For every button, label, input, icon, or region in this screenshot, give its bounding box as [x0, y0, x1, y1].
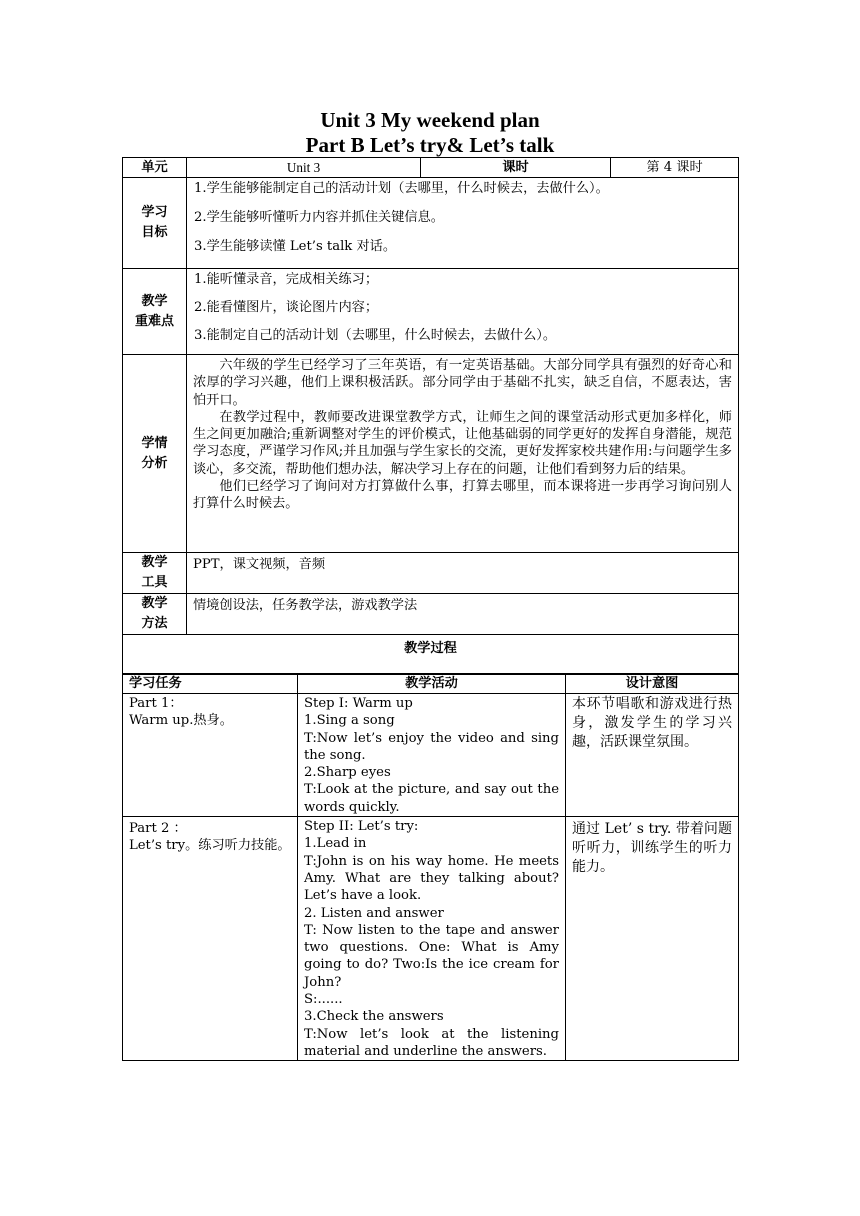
tools-content: [187, 553, 739, 594]
activity-line: T:Now let’s look at the listening material and underline the answers.: [304, 1026, 559, 1059]
intent-cell: [566, 694, 739, 817]
objective-item: 1.学生能够能制定自己的活动计划（去哪里，什么时候去，去做什么）。: [194, 181, 609, 196]
analysis-paragraph: 六年级的学生已经学习了三年英语，有一定英语基础。大部分同学具有强烈的好奇心和浓厚的学习兴趣，他们上课积极活跃。部分同学由于基础不扎实，缺乏自信，不愿表达，害怕开口。: [193, 358, 732, 408]
activity-line: S:......: [304, 992, 343, 1008]
activity-line: T:Look at the picture, and say out the words quickly.: [304, 782, 559, 815]
key-points-label: 教学 重难点: [123, 269, 187, 355]
tools-value: PPT，课文视频，音频: [193, 557, 326, 572]
objectives-label: 学习 目标: [123, 178, 187, 269]
key-points-content: [187, 269, 739, 355]
lesson-info-table: [122, 157, 739, 675]
activity-line: 2.Sharp eyes: [304, 765, 391, 781]
methods-value: 情境创设法，任务教学法，游戏教学法: [193, 598, 418, 613]
methods-label: 教学 方法: [123, 594, 187, 635]
period-value: 第 4 课时: [611, 158, 739, 178]
process-table: [122, 673, 739, 1061]
activity-line: T:John is on his way home. He meets Amy. What are they talking about? Let’s have a look.: [304, 853, 559, 904]
task-line: Part 1：: [129, 696, 183, 711]
intent-text: 通过 Let’ s try. 带着问题听听力，训练学生的听力能力。: [572, 821, 732, 876]
activity-line: 1.Lead in: [304, 836, 367, 852]
process-header-task: 学习任务: [123, 674, 298, 694]
tools-label: 教学 工具: [123, 553, 187, 594]
process-header-activity: 教学活动: [298, 674, 566, 694]
key-point-item: 3.能制定自己的活动计划（去哪里，什么时候去，去做什么）。: [194, 328, 557, 343]
task-line: Warm up.热身。: [129, 713, 233, 729]
task-cell: [123, 694, 298, 817]
key-point-item: 1.能听懂录音，完成相关练习；: [194, 272, 379, 287]
activity-cell: [298, 694, 566, 817]
task-line: Let’s try。练习听力技能。: [129, 838, 291, 854]
activity-line: 1.Sing a song: [304, 713, 395, 729]
task-line: Part 2 ：: [129, 821, 187, 837]
analysis-paragraph: 在教学过程中，教师要改进课堂教学方式，让师生之间的课堂活动形式更加多样化，师生之间更加融洽;重新调整对学生的评价模式，让他基础弱的同学更好的发挥自身潜能，规范学习态度，严谨学习作风;并且加强与学生家长的交流，更好发挥家校共建作用:与问题学生多谈心，多交流，帮助他们想办法，解决学习上存在的问题，让他们看到努力后的结果。: [193, 409, 732, 477]
key-point-item: 2.能看懂图片，谈论图片内容；: [194, 300, 379, 315]
document-title: Unit 3 My weekend plan: [320, 108, 540, 132]
activity-line: T: Now listen to the tape and answer two questions. One: What is Amy going to do? Two:Is the ice cream for John?: [304, 922, 559, 990]
intent-cell: [566, 817, 739, 1061]
objectives-content: [187, 178, 739, 269]
methods-content: [187, 594, 739, 635]
analysis-paragraph: 他们已经学习了询问对方打算做什么事，打算去哪里，而本课将进一步再学习询问别人打算什么时候去。: [193, 479, 732, 512]
unit-value: Unit 3: [187, 158, 421, 178]
period-label: 课时: [421, 158, 611, 178]
document-subtitle: Part B Let’s try& Let’s talk: [305, 133, 555, 157]
table-row: [123, 817, 739, 1061]
table-row: [123, 694, 739, 817]
task-cell: [123, 817, 298, 1061]
activity-line: Step II: Let’s try:: [304, 819, 419, 835]
objective-item: 3.学生能够读懂 Let’s talk 对话。: [194, 239, 397, 254]
activity-line: 2. Listen and answer: [304, 905, 444, 921]
process-title: 教学过程: [123, 635, 739, 675]
activity-line: T:Now let’s enjoy the video and sing the song.: [304, 730, 559, 763]
activity-cell: [298, 817, 566, 1061]
unit-label: 单元: [123, 158, 187, 178]
activity-line: 3.Check the answers: [304, 1009, 444, 1025]
analysis-label: 学情 分析: [123, 355, 187, 553]
objective-item: 2.学生能够听懂听力内容并抓住关键信息。: [194, 210, 444, 225]
intent-text: 本环节唱歌和游戏进行热身，激发学生的学习兴趣，活跃课堂氛围。: [572, 696, 732, 750]
analysis-content: [187, 355, 739, 553]
process-header-intent: 设计意图: [566, 674, 739, 694]
activity-line: Step I: Warm up: [304, 696, 413, 711]
